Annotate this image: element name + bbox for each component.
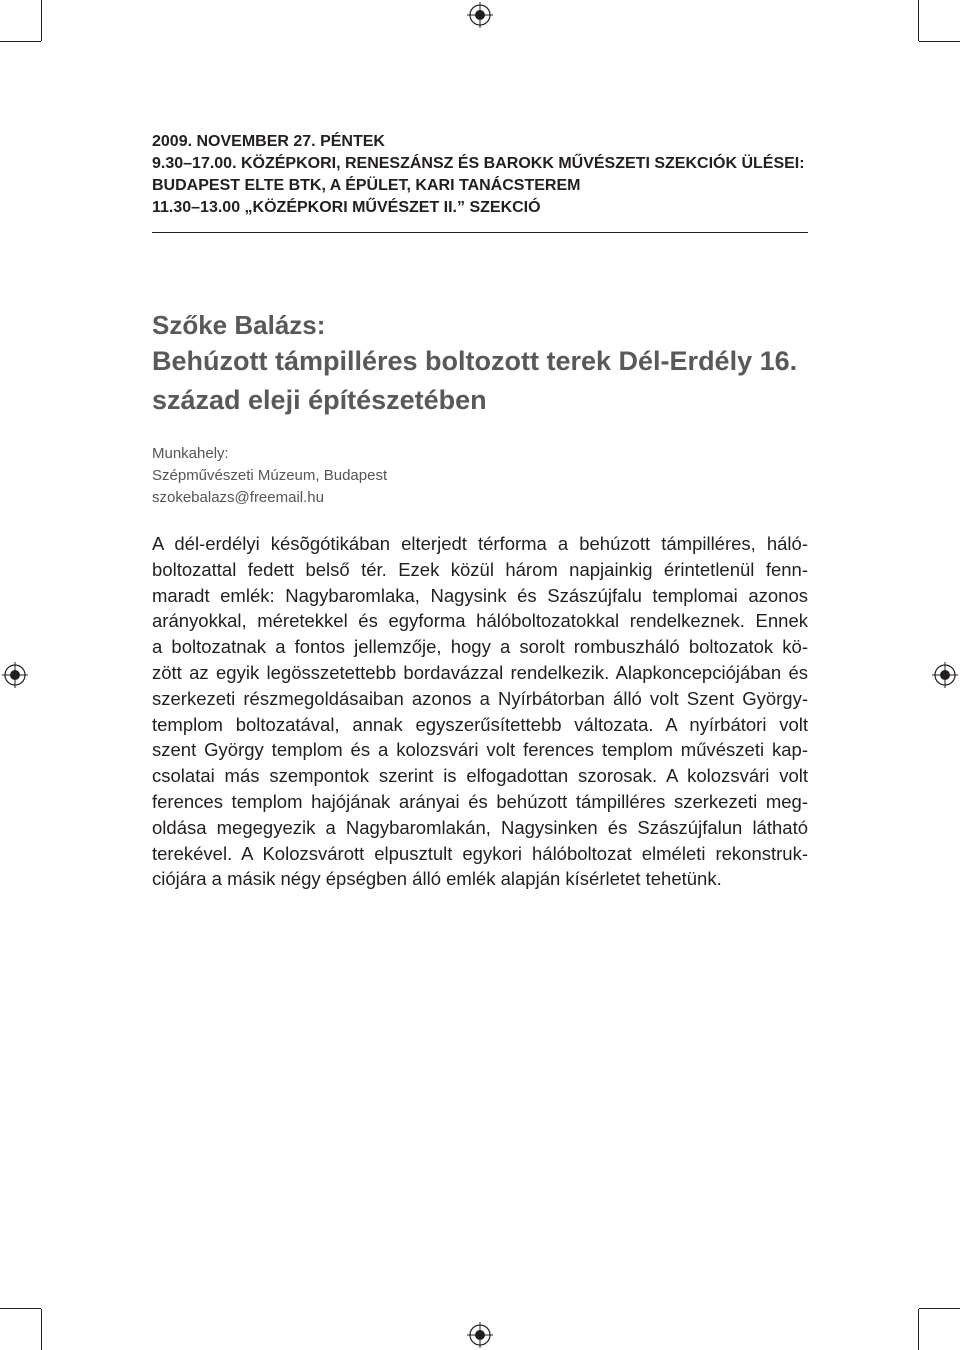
abstract-line: szent György templom és a kolozsvári volt ferences templom művészeti kap- xyxy=(152,739,808,761)
abstract-line: oldása megegyezik a Nagybaromlakán, Nagysinken és Szászújfalun látható xyxy=(152,816,808,838)
session-header xyxy=(152,131,808,219)
abstract-line: a boltozatnak a fontos jellemzője, hogy a sorolt rombuszháló boltozatok kö- xyxy=(152,636,808,658)
registration-mark-icon xyxy=(2,662,28,688)
paper-title xyxy=(152,342,832,420)
abstract-line: ferences templom hajójának arányai és behúzott támpilléres szerkezeti meg- xyxy=(152,790,808,812)
paper-title-line: század eleji építészetében xyxy=(152,385,487,415)
abstract-line: ciójára a másik négy épségben álló emlék alapján kísérletet tehetünk. xyxy=(152,868,722,890)
registration-mark-icon xyxy=(932,662,958,688)
abstract-line: terekével. A Kolozsvárott elpusztult egykori hálóboltozat elméleti rekonstruk- xyxy=(152,842,808,864)
registration-mark-icon xyxy=(467,1322,493,1348)
affiliation-block xyxy=(152,443,387,509)
crop-mark xyxy=(919,1308,960,1309)
abstract-line: maradt emlék: Nagybaromlaka, Nagysink és Szászújfalu templomai azonos xyxy=(152,584,808,606)
crop-mark xyxy=(918,1309,919,1350)
crop-mark xyxy=(41,0,42,41)
abstract-line: csolatai más szempontok szerint is elfogadottan szorosak. A kolozsvári volt xyxy=(152,765,808,787)
author-name: Szőke Balázs: xyxy=(152,310,326,340)
abstract-line: arányokkal, méretekkel és egyforma hálóboltozatokkal rendelkeznek. Ennek xyxy=(152,610,808,632)
crop-mark xyxy=(918,0,919,41)
session-date: 2009. NOVEMBER 27. PÉNTEK xyxy=(152,133,385,150)
abstract-line: A dél-erdélyi késõgótikában elterjedt térforma a behúzott támpilléres, háló- xyxy=(152,533,808,554)
abstract-line: zött az egyik legösszetettebb bordavázzal rendelkezik. Alapkoncepciójában és xyxy=(152,661,808,683)
affiliation-label: Munkahely: xyxy=(152,445,229,462)
registration-mark-icon xyxy=(467,2,493,28)
crop-mark xyxy=(0,41,41,42)
crop-mark xyxy=(41,1309,42,1350)
session-section: 11.30–13.00 „KÖZÉPKORI MŰVÉSZET II.” SZEKCIÓ xyxy=(152,199,541,216)
author-email: szokebalazs@freemail.hu xyxy=(152,489,324,506)
abstract-line: boltozattal fedett belső tér. Ezek közül három napjainkig érintetlenül fenn- xyxy=(152,558,808,580)
crop-mark xyxy=(919,41,960,42)
session-location: BUDAPEST ELTE BTK, A ÉPÜLET, KARI TANÁCSTEREM xyxy=(152,177,581,194)
crop-mark xyxy=(0,1308,41,1309)
session-time: 9.30–17.00. KÖZÉPKORI, RENESZÁNSZ ÉS BAROKK MŰVÉSZETI SZEKCIÓK ÜLÉSEI: xyxy=(152,155,805,172)
header-divider xyxy=(152,232,808,233)
abstract-body xyxy=(152,531,808,892)
affiliation-institution: Szépművészeti Múzeum, Budapest xyxy=(152,467,388,484)
abstract-line: szerkezeti részmegoldásaiban azonos a Nyírbátorban álló volt Szent György- xyxy=(152,687,808,709)
abstract-line: templom boltozatával, annak egyszerűsítettebb változata. A nyírbátori volt xyxy=(152,713,808,735)
paper-title-line: Behúzott támpilléres boltozott terek Dél-Erdély 16. xyxy=(152,346,798,376)
